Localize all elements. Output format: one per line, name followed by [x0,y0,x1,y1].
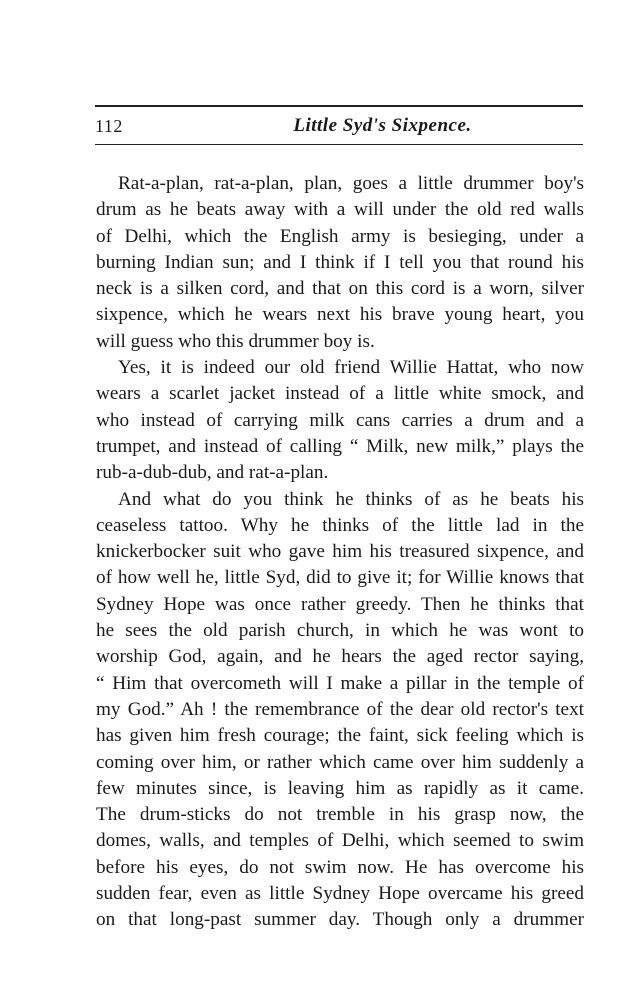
text-line: trumpet, and instead of calling “ Milk, new milk,” plays the [96,435,584,457]
text-line: drum as he beats away with a will under the old red walls [96,199,584,221]
paragraph [96,171,584,355]
paragraph [96,355,584,486]
paragraph [96,487,584,934]
text-line: domes, walls, and temples of Delhi, which seemed to swim [96,830,584,852]
text-line: few minutes since, is leaving him as rapidly as it came. [96,777,584,799]
text-line: has given him fresh courage; the faint, sick feeling which is [96,725,584,747]
text-line: before his eyes, do not swim now. He has overcome his [96,856,584,878]
text-line: of Delhi, which the English army is besieging, under a [96,225,584,247]
body-text [96,171,584,934]
page-number: 112 [95,116,123,136]
text-line: sixpence, which he wears next his brave young heart, you [96,304,584,326]
text-line: will guess who this drummer boy is. [96,330,375,352]
header-rule-top [95,105,583,107]
text-line: The drum-sticks do not tremble in his grasp now, the [96,804,584,826]
text-line: Sydney Hope was once rather greedy. Then he thinks that [96,593,584,615]
text-line: of how well he, little Syd, did to give it; for Willie knows that [96,567,584,589]
running-title: Little Syd's Sixpence. [293,115,472,136]
text-line: coming over him, or rather which came over him suddenly a [96,751,584,773]
text-line: wears a scarlet jacket instead of a little white smock, and [96,383,584,405]
text-line: Rat-a-plan, rat-a-plan, plan, goes a little drummer boy's [118,173,584,194]
text-line: rub-a-dub-dub, and rat-a-plan. [96,462,329,484]
text-line: And what do you think he thinks of as he beats his [118,488,584,510]
text-line: my God.” Ah ! the remembrance of the dear old rector's text [96,698,584,720]
text-line: burning Indian sun; and I think if I tell you that round his [96,251,584,273]
text-line: Yes, it is indeed our old friend Willie Hattat, who now [118,357,584,379]
text-line: worship God, again, and he hears the aged rector saying, [96,646,584,668]
running-header [95,116,583,140]
text-line: “ Him that overcometh will I make a pillar in the temple of [96,672,584,694]
text-line: ceaseless tattoo. Why he thinks of the little lad in the [96,514,584,536]
text-line: knickerbocker suit who gave him his treasured sixpence, and [96,541,584,563]
text-line: on that long-past summer day. Though only a drummer [96,909,584,931]
header-rule-bottom [95,144,583,145]
text-line: sudden fear, even as little Sydney Hope overcame his greed [96,883,584,905]
text-line: who instead of carrying milk cans carries a drum and a [96,409,584,431]
text-line: neck is a silken cord, and that on this cord is a worn, silver [96,278,584,300]
text-line: he sees the old parish church, in which he was wont to [96,620,584,642]
